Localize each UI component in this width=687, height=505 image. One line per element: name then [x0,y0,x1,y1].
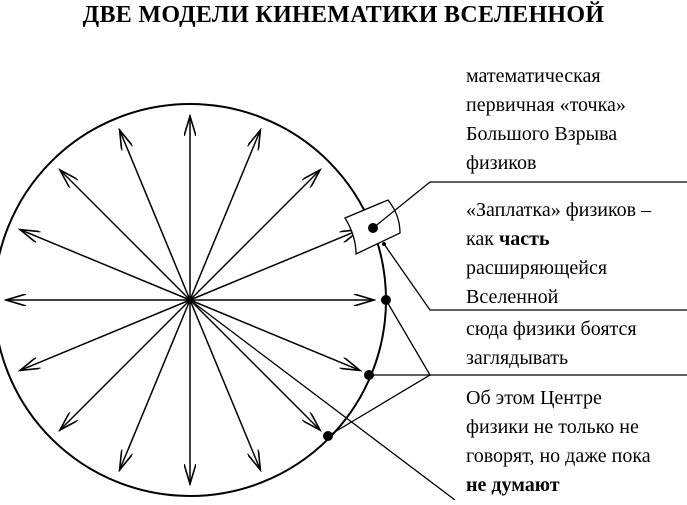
note-line: Вселенной [466,286,559,308]
note-line: сюда физики боятся [466,318,637,340]
leader-bottom [328,375,430,436]
note-bold-text: не думают [466,474,560,496]
expansion-arrow [190,170,320,300]
note-line [466,225,651,254]
note-fear [466,315,637,373]
note-big-bang-point [466,62,626,178]
diagram-title: ДВЕ МОДЕЛИ КИНЕМАТИКИ ВСЕЛЕННОЙ [82,2,605,28]
note-bold-text: часть [499,228,550,250]
expansion-arrow [60,170,190,300]
note-line: расширяющейся [466,257,608,279]
note-line: Большого Взрыва [466,123,618,145]
note-line: физиков [466,152,537,174]
note-text: как [466,228,500,250]
note-line: «Заплатка» физиков – [466,199,652,221]
expansion-arrow [190,300,320,430]
note-center [466,384,651,500]
note-line: Об этом Центре [466,387,602,409]
leader-fear [369,300,430,375]
expansion-arrow [60,300,190,430]
note-line: математическая [466,65,601,87]
note-line: говорят, но даже пока [466,445,651,467]
note-line [466,471,651,500]
note-line: физики не только не [466,416,639,438]
note-patch [466,196,651,312]
note-line: заглядывать [466,347,569,369]
leader-center [190,300,455,500]
note-line: первичная «точка» [466,94,626,116]
